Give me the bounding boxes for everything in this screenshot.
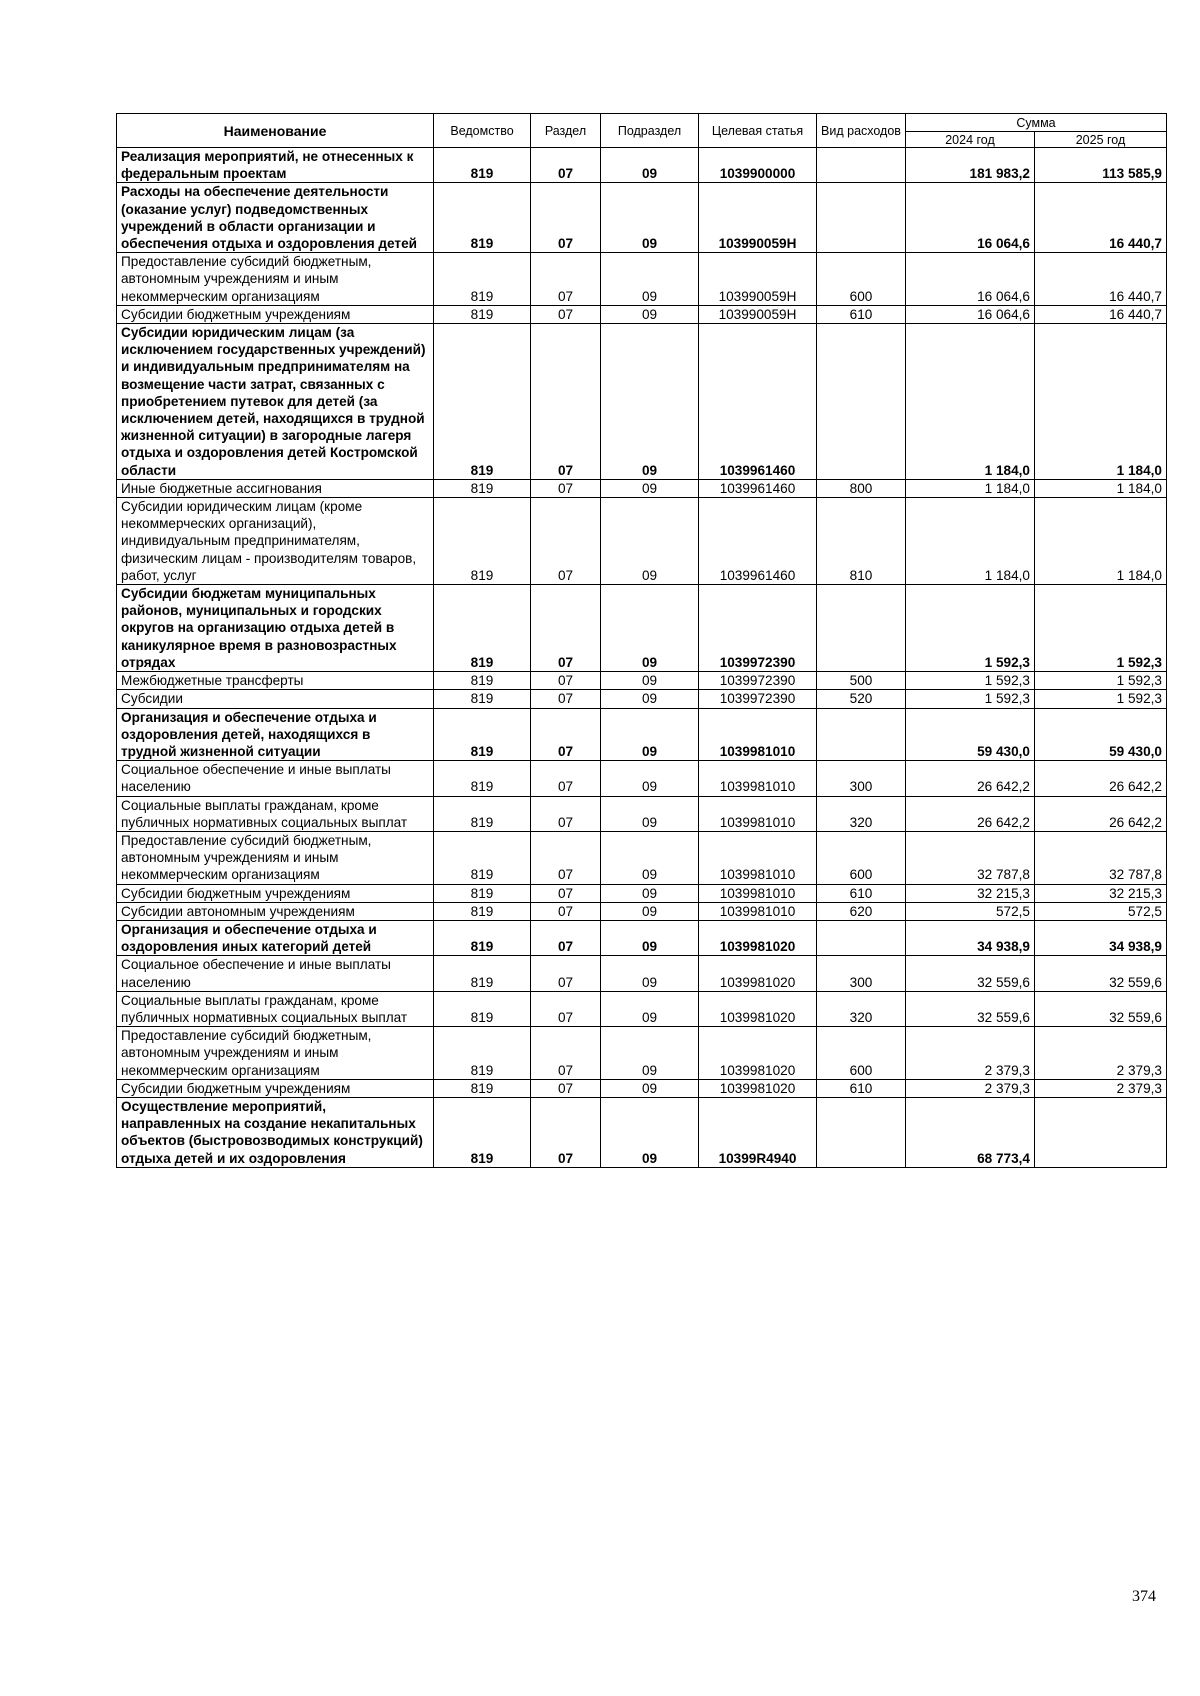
cell-target: 1039981010 <box>699 902 817 920</box>
cell-subsection: 09 <box>601 479 699 497</box>
cell-section: 07 <box>531 498 601 585</box>
header-expense-type: Вид расходов <box>817 114 906 148</box>
cell-expense-type <box>817 1097 906 1167</box>
page-number: 374 <box>1132 1588 1156 1605</box>
cell-sum-2024: 26 642,2 <box>906 761 1035 796</box>
cell-sum-2025: 1 184,0 <box>1035 498 1167 585</box>
cell-expense-type: 500 <box>817 672 906 690</box>
table-row <box>117 902 1167 920</box>
cell-expense-type: 610 <box>817 1079 906 1097</box>
table-row <box>117 708 1167 761</box>
cell-dept: 819 <box>434 183 531 253</box>
cell-section: 07 <box>531 761 601 796</box>
cell-target: 10399R4940 <box>699 1097 817 1167</box>
cell-name: Субсидии бюджетным учреждениям <box>117 884 434 902</box>
cell-subsection: 09 <box>601 956 699 991</box>
cell-section: 07 <box>531 920 601 955</box>
cell-target: 1039961460 <box>699 479 817 497</box>
cell-sum-2025: 1 184,0 <box>1035 479 1167 497</box>
cell-dept: 819 <box>434 498 531 585</box>
header-name: Наименование <box>117 114 434 148</box>
table-body <box>117 148 1167 1168</box>
cell-subsection: 09 <box>601 1097 699 1167</box>
cell-sum-2024: 1 592,3 <box>906 672 1035 690</box>
cell-sum-2024: 572,5 <box>906 902 1035 920</box>
table-row <box>117 796 1167 831</box>
cell-sum-2024: 32 215,3 <box>906 884 1035 902</box>
cell-section: 07 <box>531 253 601 306</box>
cell-name: Социальное обеспечение и иные выплаты населению <box>117 956 434 991</box>
cell-target: 1039900000 <box>699 148 817 183</box>
cell-target: 1039981010 <box>699 796 817 831</box>
cell-sum-2025: 32 215,3 <box>1035 884 1167 902</box>
cell-target: 1039981010 <box>699 831 817 884</box>
cell-sum-2025: 16 440,7 <box>1035 183 1167 253</box>
cell-section: 07 <box>531 902 601 920</box>
cell-sum-2024: 2 379,3 <box>906 1079 1035 1097</box>
cell-section: 07 <box>531 708 601 761</box>
cell-dept: 819 <box>434 991 531 1026</box>
table-row <box>117 585 1167 672</box>
cell-expense-type: 610 <box>817 305 906 323</box>
cell-target: 1039981010 <box>699 884 817 902</box>
cell-name: Субсидии бюджетным учреждениям <box>117 1079 434 1097</box>
cell-sum-2025: 32 559,6 <box>1035 991 1167 1026</box>
table-row <box>117 956 1167 991</box>
cell-subsection: 09 <box>601 1079 699 1097</box>
cell-section: 07 <box>531 884 601 902</box>
cell-subsection: 09 <box>601 253 699 306</box>
cell-expense-type: 810 <box>817 498 906 585</box>
cell-section: 07 <box>531 183 601 253</box>
cell-name: Осуществление мероприятий, направленных на создание некапитальных объектов (быстровозводимых конструкций) отдыха детей и их оздоровления <box>117 1097 434 1167</box>
cell-dept: 819 <box>434 324 531 480</box>
cell-subsection: 09 <box>601 796 699 831</box>
cell-sum-2025: 572,5 <box>1035 902 1167 920</box>
cell-expense-type <box>817 585 906 672</box>
cell-name: Социальное обеспечение и иные выплаты населению <box>117 761 434 796</box>
cell-sum-2024: 32 559,6 <box>906 991 1035 1026</box>
cell-section: 07 <box>531 585 601 672</box>
cell-subsection: 09 <box>601 902 699 920</box>
cell-target: 1039972390 <box>699 672 817 690</box>
cell-expense-type: 320 <box>817 991 906 1026</box>
cell-section: 07 <box>531 305 601 323</box>
cell-subsection: 09 <box>601 305 699 323</box>
cell-expense-type: 300 <box>817 956 906 991</box>
table-row <box>117 1027 1167 1080</box>
cell-subsection: 09 <box>601 183 699 253</box>
cell-subsection: 09 <box>601 708 699 761</box>
cell-target: 1039961460 <box>699 324 817 480</box>
cell-sum-2025: 32 559,6 <box>1035 956 1167 991</box>
cell-sum-2024: 1 184,0 <box>906 479 1035 497</box>
cell-section: 07 <box>531 831 601 884</box>
table-row <box>117 324 1167 480</box>
cell-name: Субсидии автономным учреждениям <box>117 902 434 920</box>
cell-subsection: 09 <box>601 831 699 884</box>
cell-section: 07 <box>531 796 601 831</box>
table-row <box>117 479 1167 497</box>
cell-target: 1039981010 <box>699 708 817 761</box>
cell-sum-2024: 1 184,0 <box>906 498 1035 585</box>
cell-expense-type: 320 <box>817 796 906 831</box>
cell-sum-2024: 2 379,3 <box>906 1027 1035 1080</box>
cell-target: 1039961460 <box>699 498 817 585</box>
table-row <box>117 253 1167 306</box>
cell-dept: 819 <box>434 708 531 761</box>
cell-name: Иные бюджетные ассигнования <box>117 479 434 497</box>
cell-dept: 819 <box>434 672 531 690</box>
table-row <box>117 672 1167 690</box>
table-row <box>117 761 1167 796</box>
cell-sum-2025: 1 184,0 <box>1035 324 1167 480</box>
header-subsection: Подраздел <box>601 114 699 148</box>
cell-expense-type: 520 <box>817 690 906 708</box>
cell-expense-type <box>817 148 906 183</box>
header-dept: Ведомство <box>434 114 531 148</box>
cell-name: Межбюджетные трансферты <box>117 672 434 690</box>
cell-target: 103990059H <box>699 305 817 323</box>
cell-name: Расходы на обеспечение деятельности (оказание услуг) подведомственных учреждений в области организации и обеспечения отдыха и оздоровления детей <box>117 183 434 253</box>
cell-expense-type: 620 <box>817 902 906 920</box>
cell-target: 1039972390 <box>699 585 817 672</box>
header-year-2024: 2024 год <box>906 132 1035 148</box>
table-row <box>117 884 1167 902</box>
cell-expense-type <box>817 324 906 480</box>
cell-name: Организация и обеспечение отдыха и оздоровления иных категорий детей <box>117 920 434 955</box>
cell-sum-2025: 26 642,2 <box>1035 761 1167 796</box>
cell-section: 07 <box>531 479 601 497</box>
cell-expense-type <box>817 920 906 955</box>
cell-expense-type: 600 <box>817 831 906 884</box>
cell-subsection: 09 <box>601 991 699 1026</box>
cell-section: 07 <box>531 1027 601 1080</box>
cell-subsection: 09 <box>601 884 699 902</box>
header-section: Раздел <box>531 114 601 148</box>
cell-dept: 819 <box>434 305 531 323</box>
header-target: Целевая статья <box>699 114 817 148</box>
cell-sum-2025: 26 642,2 <box>1035 796 1167 831</box>
cell-target: 1039981020 <box>699 991 817 1026</box>
cell-name: Реализация мероприятий, не отнесенных к федеральным проектам <box>117 148 434 183</box>
cell-target: 103990059H <box>699 253 817 306</box>
cell-sum-2024: 32 787,8 <box>906 831 1035 884</box>
cell-sum-2025: 1 592,3 <box>1035 585 1167 672</box>
cell-sum-2024: 34 938,9 <box>906 920 1035 955</box>
cell-sum-2024: 26 642,2 <box>906 796 1035 831</box>
cell-name: Предоставление субсидий бюджетным, автономным учреждениям и иным некоммерческим организациям <box>117 253 434 306</box>
cell-subsection: 09 <box>601 690 699 708</box>
cell-name: Субсидии <box>117 690 434 708</box>
cell-name: Предоставление субсидий бюджетным, автономным учреждениям и иным некоммерческим организациям <box>117 831 434 884</box>
cell-dept: 819 <box>434 761 531 796</box>
cell-target: 1039981010 <box>699 761 817 796</box>
cell-sum-2025: 32 787,8 <box>1035 831 1167 884</box>
cell-target: 1039981020 <box>699 920 817 955</box>
cell-target: 103990059H <box>699 183 817 253</box>
cell-expense-type: 610 <box>817 884 906 902</box>
cell-subsection: 09 <box>601 498 699 585</box>
cell-dept: 819 <box>434 796 531 831</box>
table-row <box>117 1079 1167 1097</box>
cell-sum-2024: 16 064,6 <box>906 305 1035 323</box>
cell-sum-2025: 16 440,7 <box>1035 253 1167 306</box>
cell-sum-2025: 59 430,0 <box>1035 708 1167 761</box>
cell-sum-2024: 16 064,6 <box>906 183 1035 253</box>
cell-section: 07 <box>531 1097 601 1167</box>
table-row <box>117 183 1167 253</box>
cell-dept: 819 <box>434 1079 531 1097</box>
table-row <box>117 148 1167 183</box>
cell-name: Социальные выплаты гражданам, кроме публичных нормативных социальных выплат <box>117 991 434 1026</box>
table-row <box>117 831 1167 884</box>
cell-name: Субсидии юридическим лицам (кроме некоммерческих организаций), индивидуальным предпринимателям, физическим лицам - производителям товаров, работ, услуг <box>117 498 434 585</box>
cell-section: 07 <box>531 690 601 708</box>
cell-sum-2024: 32 559,6 <box>906 956 1035 991</box>
cell-dept: 819 <box>434 902 531 920</box>
cell-name: Предоставление субсидий бюджетным, автономным учреждениям и иным некоммерческим организациям <box>117 1027 434 1080</box>
cell-sum-2024: 181 983,2 <box>906 148 1035 183</box>
cell-sum-2024: 68 773,4 <box>906 1097 1035 1167</box>
cell-sum-2025: 2 379,3 <box>1035 1027 1167 1080</box>
cell-sum-2024: 1 592,3 <box>906 585 1035 672</box>
cell-subsection: 09 <box>601 920 699 955</box>
cell-dept: 819 <box>434 253 531 306</box>
cell-target: 1039981020 <box>699 1027 817 1080</box>
cell-target: 1039981020 <box>699 1079 817 1097</box>
cell-subsection: 09 <box>601 324 699 480</box>
cell-expense-type: 600 <box>817 1027 906 1080</box>
header-sum: Сумма <box>906 114 1167 132</box>
cell-subsection: 09 <box>601 761 699 796</box>
cell-dept: 819 <box>434 585 531 672</box>
cell-sum-2024: 16 064,6 <box>906 253 1035 306</box>
cell-target: 1039981020 <box>699 956 817 991</box>
cell-subsection: 09 <box>601 585 699 672</box>
cell-expense-type: 800 <box>817 479 906 497</box>
cell-sum-2025: 34 938,9 <box>1035 920 1167 955</box>
cell-dept: 819 <box>434 479 531 497</box>
table-row <box>117 305 1167 323</box>
cell-name: Социальные выплаты гражданам, кроме публичных нормативных социальных выплат <box>117 796 434 831</box>
cell-expense-type: 300 <box>817 761 906 796</box>
cell-sum-2024: 1 592,3 <box>906 690 1035 708</box>
cell-section: 07 <box>531 1079 601 1097</box>
table-row <box>117 498 1167 585</box>
table-row <box>117 991 1167 1026</box>
cell-dept: 819 <box>434 1027 531 1080</box>
table-row <box>117 920 1167 955</box>
cell-sum-2025: 2 379,3 <box>1035 1079 1167 1097</box>
cell-sum-2025: 1 592,3 <box>1035 690 1167 708</box>
cell-subsection: 09 <box>601 148 699 183</box>
cell-section: 07 <box>531 956 601 991</box>
cell-sum-2024: 59 430,0 <box>906 708 1035 761</box>
cell-dept: 819 <box>434 148 531 183</box>
cell-name: Субсидии юридическим лицам (за исключением государственных учреждений) и индивидуальным предпринимателям на возмещение части затрат, связанных с приобретением путевок для детей (за исключением детей, находящихся в трудной жизненной ситуации) в загородные лагеря отдыха и оздоровления детей Костромской области <box>117 324 434 480</box>
cell-expense-type <box>817 183 906 253</box>
cell-section: 07 <box>531 324 601 480</box>
cell-dept: 819 <box>434 956 531 991</box>
cell-sum-2025: 1 592,3 <box>1035 672 1167 690</box>
cell-dept: 819 <box>434 690 531 708</box>
cell-section: 07 <box>531 148 601 183</box>
cell-sum-2025: 16 440,7 <box>1035 305 1167 323</box>
table-row <box>117 1097 1167 1167</box>
cell-section: 07 <box>531 672 601 690</box>
budget-table <box>116 113 1167 1168</box>
cell-expense-type <box>817 708 906 761</box>
cell-section: 07 <box>531 991 601 1026</box>
table-row <box>117 690 1167 708</box>
cell-name: Субсидии бюджетным учреждениям <box>117 305 434 323</box>
cell-name: Организация и обеспечение отдыха и оздоровления детей, находящихся в трудной жизненной ситуации <box>117 708 434 761</box>
cell-subsection: 09 <box>601 672 699 690</box>
cell-name: Субсидии бюджетам муниципальных районов, муниципальных и городских округов на организацию отдыха детей в каникулярное время в разновозрастных отрядах <box>117 585 434 672</box>
cell-dept: 819 <box>434 884 531 902</box>
cell-dept: 819 <box>434 1097 531 1167</box>
cell-dept: 819 <box>434 920 531 955</box>
cell-sum-2025: 113 585,9 <box>1035 148 1167 183</box>
cell-dept: 819 <box>434 831 531 884</box>
cell-sum-2025 <box>1035 1097 1167 1167</box>
cell-target: 1039972390 <box>699 690 817 708</box>
header-year-2025: 2025 год <box>1035 132 1167 148</box>
cell-subsection: 09 <box>601 1027 699 1080</box>
cell-expense-type: 600 <box>817 253 906 306</box>
cell-sum-2024: 1 184,0 <box>906 324 1035 480</box>
